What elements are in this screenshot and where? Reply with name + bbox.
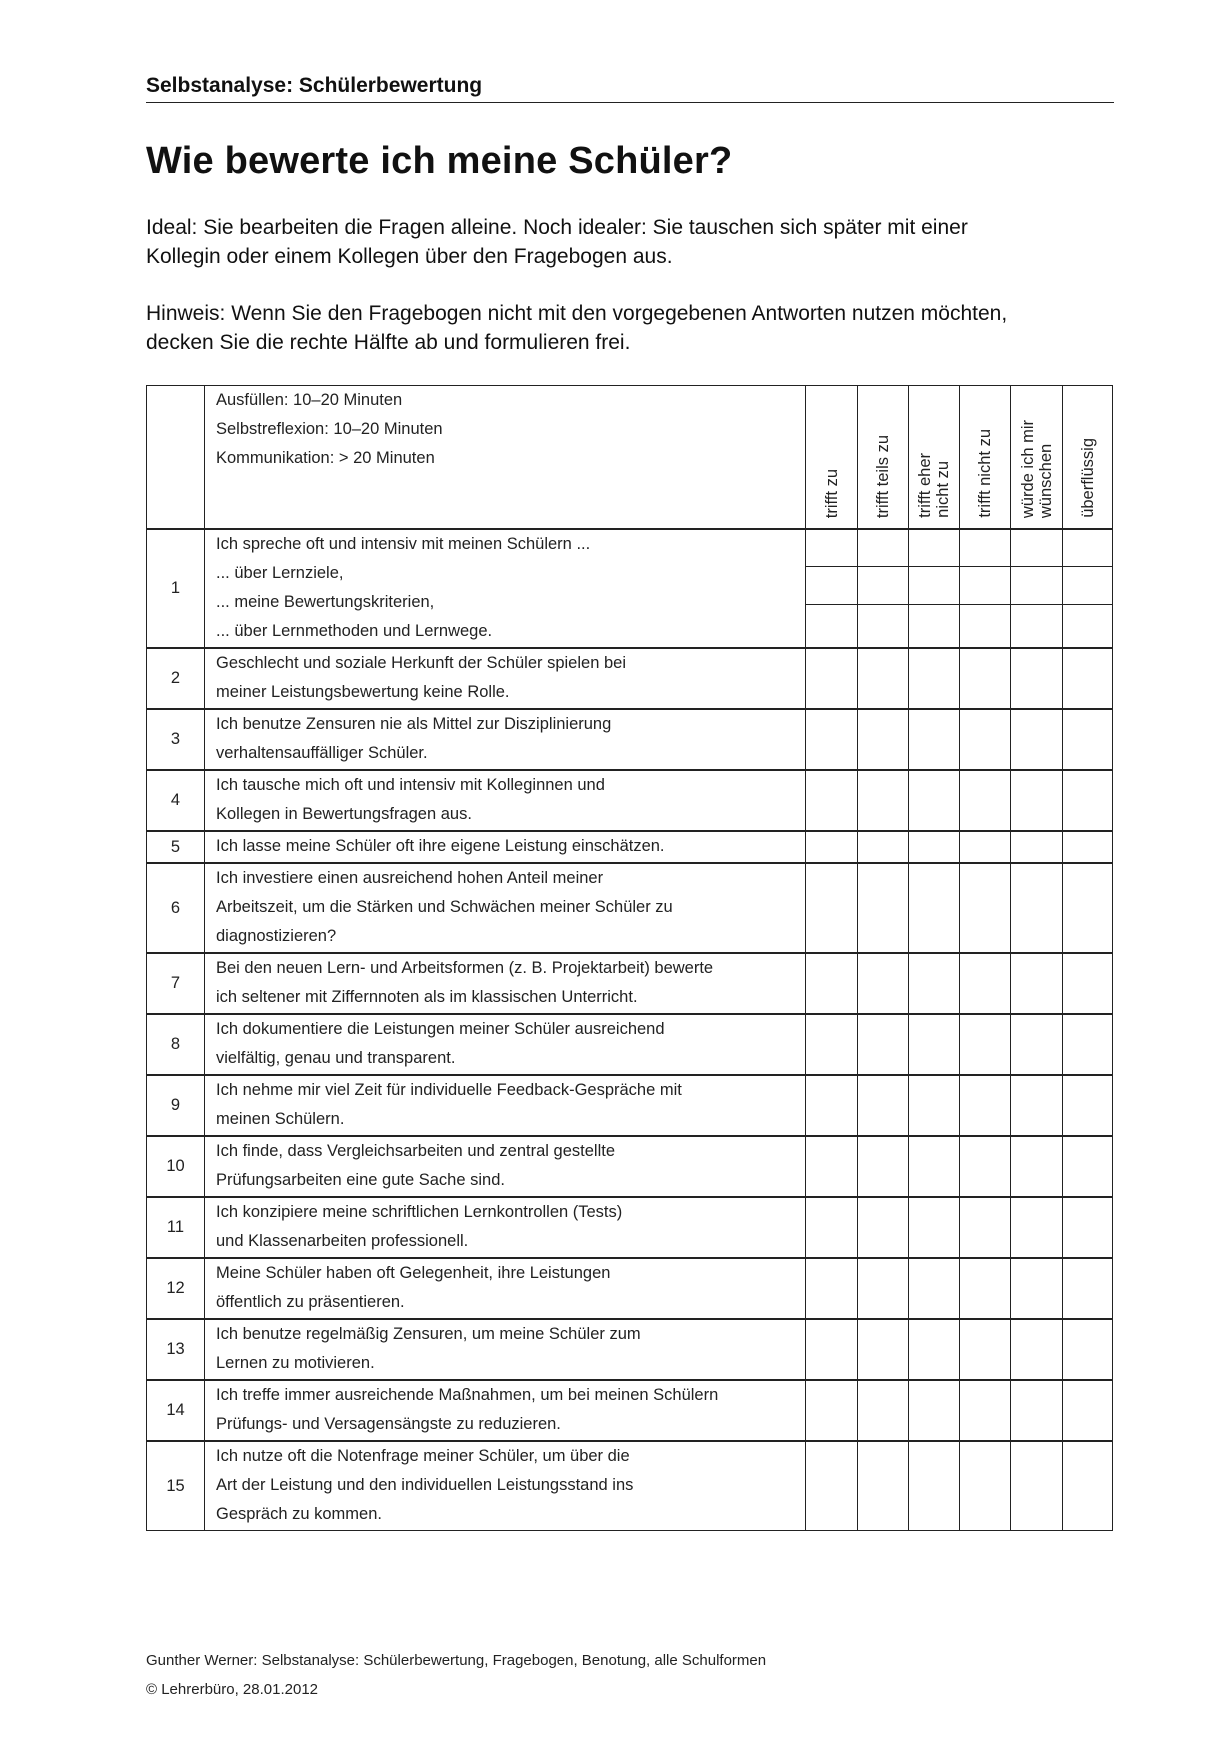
answer-checkbox-cell[interactable] bbox=[1063, 529, 1113, 567]
answer-checkbox-cell[interactable] bbox=[806, 863, 858, 953]
rating-column-label: trifft eher bbox=[916, 453, 934, 518]
rating-column-label: würde ich mir bbox=[1018, 419, 1037, 518]
answer-checkbox-cell[interactable] bbox=[1011, 605, 1063, 649]
question-line: Art der Leistung und den individuellen Leistungsstand ins bbox=[216, 1476, 634, 1494]
question-line: Ich investiere einen ausreichend hohen Anteil meiner bbox=[216, 869, 604, 887]
answer-checkbox-cell[interactable] bbox=[909, 648, 960, 709]
answer-checkbox-cell[interactable] bbox=[960, 648, 1011, 709]
question-number: 7 bbox=[147, 953, 205, 1014]
answer-checkbox-cell[interactable] bbox=[960, 1441, 1011, 1531]
answer-checkbox-cell[interactable] bbox=[960, 863, 1011, 953]
answer-checkbox-cell[interactable] bbox=[858, 529, 909, 567]
answer-checkbox-cell[interactable] bbox=[909, 1075, 960, 1136]
question-line: Ich nehme mir viel Zeit für individuelle Feedback-Gespräche mit bbox=[216, 1081, 682, 1099]
answer-checkbox-cell[interactable] bbox=[806, 529, 858, 567]
answer-checkbox-cell[interactable] bbox=[858, 831, 909, 863]
answer-checkbox-cell[interactable] bbox=[1011, 1075, 1063, 1136]
answer-checkbox-cell[interactable] bbox=[960, 831, 1011, 863]
answer-checkbox-cell[interactable] bbox=[1063, 567, 1113, 605]
table-row bbox=[147, 1258, 1113, 1319]
table-row bbox=[147, 1014, 1113, 1075]
footer-copyright: © Lehrerbüro, 28.01.2012 bbox=[146, 1681, 319, 1698]
answer-checkbox-cell[interactable] bbox=[858, 1258, 909, 1319]
question-line: Prüfungsarbeiten eine gute Sache sind. bbox=[216, 1171, 505, 1189]
answer-checkbox-cell[interactable] bbox=[909, 605, 960, 649]
answer-checkbox-cell[interactable] bbox=[909, 567, 960, 605]
answer-checkbox-cell[interactable] bbox=[909, 1441, 960, 1531]
question-line: Ich finde, dass Vergleichsarbeiten und zentral gestellte bbox=[216, 1142, 615, 1160]
question-line: öffentlich zu präsentieren. bbox=[216, 1293, 405, 1311]
question-line: Lernen zu motivieren. bbox=[216, 1354, 375, 1372]
answer-checkbox-cell[interactable] bbox=[960, 1258, 1011, 1319]
question-text-cell bbox=[205, 709, 806, 770]
answer-checkbox-cell[interactable] bbox=[1063, 1197, 1113, 1258]
question-text-cell bbox=[205, 863, 806, 953]
answer-checkbox-cell[interactable] bbox=[858, 863, 909, 953]
time-info-line: Kommunikation: > 20 Minuten bbox=[216, 449, 435, 467]
answer-checkbox-cell[interactable] bbox=[960, 567, 1011, 605]
question-line: meinen Schülern. bbox=[216, 1110, 345, 1128]
answer-checkbox-cell[interactable] bbox=[806, 648, 858, 709]
question-line: ... über Lernziele, bbox=[216, 564, 344, 582]
answer-checkbox-cell[interactable] bbox=[806, 1014, 858, 1075]
time-info-line: Ausfüllen: 10–20 Minuten bbox=[216, 391, 403, 409]
table-row bbox=[147, 709, 1113, 770]
rating-column-label: trifft teils zu bbox=[874, 434, 892, 518]
answer-checkbox-cell[interactable] bbox=[960, 1075, 1011, 1136]
answer-checkbox-cell[interactable] bbox=[909, 953, 960, 1014]
table-row bbox=[147, 529, 1113, 567]
hint-paragraph bbox=[146, 299, 1106, 357]
table-header-row bbox=[147, 386, 1113, 530]
question-text-cell bbox=[205, 1136, 806, 1197]
answer-checkbox-cell[interactable] bbox=[909, 1014, 960, 1075]
question-text-cell bbox=[205, 1319, 806, 1380]
table-row bbox=[147, 863, 1113, 953]
answer-checkbox-cell[interactable] bbox=[806, 605, 858, 649]
table-row bbox=[147, 648, 1113, 709]
header-number-cell bbox=[147, 386, 205, 530]
answer-checkbox-cell[interactable] bbox=[858, 605, 909, 649]
hint-line: Hinweis: Wenn Sie den Fragebogen nicht mit den vorgegebenen Antworten nutzen möchten, bbox=[146, 302, 1008, 325]
answer-checkbox-cell[interactable] bbox=[806, 1075, 858, 1136]
answer-checkbox-cell[interactable] bbox=[858, 953, 909, 1014]
answer-checkbox-cell[interactable] bbox=[960, 529, 1011, 567]
answer-checkbox-cell[interactable] bbox=[806, 953, 858, 1014]
question-line: Kollegen in Bewertungsfragen aus. bbox=[216, 805, 472, 823]
question-number: 6 bbox=[147, 863, 205, 953]
question-number: 9 bbox=[147, 1075, 205, 1136]
answer-checkbox-cell[interactable] bbox=[960, 1136, 1011, 1197]
answer-checkbox-cell[interactable] bbox=[909, 1319, 960, 1380]
answer-checkbox-cell[interactable] bbox=[1063, 648, 1113, 709]
question-number: 4 bbox=[147, 770, 205, 831]
answer-checkbox-cell[interactable] bbox=[1011, 1258, 1063, 1319]
question-line: Ich konzipiere meine schriftlichen Lernkontrollen (Tests) bbox=[216, 1203, 623, 1221]
answer-checkbox-cell[interactable] bbox=[1011, 1319, 1063, 1380]
answer-checkbox-cell[interactable] bbox=[1011, 770, 1063, 831]
answer-checkbox-cell[interactable] bbox=[960, 605, 1011, 649]
question-text-cell bbox=[205, 1380, 806, 1441]
answer-checkbox-cell[interactable] bbox=[909, 1258, 960, 1319]
question-line: Ich spreche oft und intensiv mit meinen Schülern ... bbox=[216, 535, 591, 553]
question-line: Ich benutze Zensuren nie als Mittel zur Disziplinierung bbox=[216, 715, 612, 733]
question-line: meiner Leistungsbewertung keine Rolle. bbox=[216, 683, 510, 701]
intro-line: Kollegin oder einem Kollegen über den Fragebogen aus. bbox=[146, 245, 673, 268]
answer-checkbox-cell[interactable] bbox=[960, 1319, 1011, 1380]
answer-checkbox-cell[interactable] bbox=[806, 567, 858, 605]
answer-checkbox-cell[interactable] bbox=[1011, 1136, 1063, 1197]
footer-source: Gunther Werner: Selbstanalyse: Schülerbewertung, Fragebogen, Benotung, alle Schulformen bbox=[146, 1652, 767, 1669]
answer-checkbox-cell[interactable] bbox=[858, 1136, 909, 1197]
answer-checkbox-cell[interactable] bbox=[960, 1380, 1011, 1441]
answer-checkbox-cell[interactable] bbox=[909, 831, 960, 863]
question-text-cell bbox=[205, 1441, 806, 1531]
table-row bbox=[147, 1319, 1113, 1380]
question-line: verhaltensauffälliger Schüler. bbox=[216, 744, 428, 762]
table-row bbox=[147, 1380, 1113, 1441]
answer-checkbox-cell[interactable] bbox=[1011, 1380, 1063, 1441]
rating-column-label: nicht zu bbox=[934, 461, 952, 518]
answer-checkbox-cell[interactable] bbox=[909, 529, 960, 567]
question-text-cell bbox=[205, 1075, 806, 1136]
question-line: Geschlecht und soziale Herkunft der Schüler spielen bei bbox=[216, 654, 626, 672]
hint-line: decken Sie die rechte Hälfte ab und formulieren frei. bbox=[146, 331, 631, 354]
page-title: Wie bewerte ich meine Schüler? bbox=[146, 140, 733, 182]
answer-checkbox-cell[interactable] bbox=[909, 1197, 960, 1258]
question-number: 13 bbox=[147, 1319, 205, 1380]
answer-checkbox-cell[interactable] bbox=[858, 1319, 909, 1380]
rating-column-header bbox=[858, 386, 909, 530]
answer-checkbox-cell[interactable] bbox=[1011, 529, 1063, 567]
answer-checkbox-cell[interactable] bbox=[806, 1197, 858, 1258]
time-info-line: Selbstreflexion: 10–20 Minuten bbox=[216, 420, 443, 438]
rating-column-label: überflüssig bbox=[1078, 438, 1097, 518]
question-number: 2 bbox=[147, 648, 205, 709]
answer-checkbox-cell[interactable] bbox=[960, 1197, 1011, 1258]
answer-checkbox-cell[interactable] bbox=[1063, 953, 1113, 1014]
rating-column-header bbox=[960, 386, 1011, 530]
question-number: 8 bbox=[147, 1014, 205, 1075]
question-line: Meine Schüler haben oft Gelegenheit, ihre Leistungen bbox=[216, 1264, 611, 1282]
question-line: Ich nutze oft die Notenfrage meiner Schüler, um über die bbox=[216, 1447, 630, 1465]
question-line: Ich lasse meine Schüler oft ihre eigene Leistung einschätzen. bbox=[216, 837, 665, 855]
answer-checkbox-cell[interactable] bbox=[960, 1014, 1011, 1075]
table-row bbox=[147, 1136, 1113, 1197]
answer-checkbox-cell[interactable] bbox=[1063, 709, 1113, 770]
question-text-cell bbox=[205, 1258, 806, 1319]
question-number: 3 bbox=[147, 709, 205, 770]
question-line: ... meine Bewertungskriterien, bbox=[216, 593, 435, 611]
answer-checkbox-cell[interactable] bbox=[1063, 831, 1113, 863]
answer-checkbox-cell[interactable] bbox=[858, 567, 909, 605]
answer-checkbox-cell[interactable] bbox=[960, 953, 1011, 1014]
rating-column-header bbox=[1011, 386, 1063, 530]
table-row bbox=[147, 1441, 1113, 1531]
question-line: Ich tausche mich oft und intensiv mit Kolleginnen und bbox=[216, 776, 605, 794]
rating-column-header bbox=[806, 386, 858, 530]
answer-checkbox-cell[interactable] bbox=[960, 770, 1011, 831]
question-number: 14 bbox=[147, 1380, 205, 1441]
answer-checkbox-cell[interactable] bbox=[1063, 863, 1113, 953]
answer-checkbox-cell[interactable] bbox=[806, 770, 858, 831]
document-header: Selbstanalyse: Schülerbewertung bbox=[146, 74, 1114, 103]
answer-checkbox-cell[interactable] bbox=[1063, 605, 1113, 649]
table-row bbox=[147, 831, 1113, 863]
answer-checkbox-cell[interactable] bbox=[858, 1380, 909, 1441]
question-line: Ich dokumentiere die Leistungen meiner Schüler ausreichend bbox=[216, 1020, 665, 1038]
answer-checkbox-cell[interactable] bbox=[858, 648, 909, 709]
answer-checkbox-cell[interactable] bbox=[1011, 709, 1063, 770]
answer-checkbox-cell[interactable] bbox=[806, 709, 858, 770]
question-text-cell bbox=[205, 648, 806, 709]
footer bbox=[146, 1646, 766, 1704]
answer-checkbox-cell[interactable] bbox=[1011, 1197, 1063, 1258]
question-line: Ich benutze regelmäßig Zensuren, um meine Schüler zum bbox=[216, 1325, 641, 1343]
question-line: und Klassenarbeiten professionell. bbox=[216, 1232, 469, 1250]
table-row bbox=[147, 1075, 1113, 1136]
answer-checkbox-cell[interactable] bbox=[858, 1014, 909, 1075]
question-number: 10 bbox=[147, 1136, 205, 1197]
answer-checkbox-cell[interactable] bbox=[1063, 1075, 1113, 1136]
question-text-cell bbox=[205, 1197, 806, 1258]
question-line: ... über Lernmethoden und Lernwege. bbox=[216, 622, 493, 640]
answer-checkbox-cell[interactable] bbox=[1011, 648, 1063, 709]
question-number: 11 bbox=[147, 1197, 205, 1258]
question-line: Prüfungs- und Versagensängste zu reduzieren. bbox=[216, 1415, 561, 1433]
answer-checkbox-cell[interactable] bbox=[858, 770, 909, 831]
answer-checkbox-cell[interactable] bbox=[1063, 770, 1113, 831]
question-line: vielfältig, genau und transparent. bbox=[216, 1049, 456, 1067]
question-number: 15 bbox=[147, 1441, 205, 1531]
rating-column-header bbox=[1063, 386, 1113, 530]
answer-checkbox-cell[interactable] bbox=[858, 1197, 909, 1258]
answer-checkbox-cell[interactable] bbox=[806, 1380, 858, 1441]
question-text-cell bbox=[205, 1014, 806, 1075]
question-number: 12 bbox=[147, 1258, 205, 1319]
answer-checkbox-cell[interactable] bbox=[1063, 1014, 1113, 1075]
question-number: 1 bbox=[147, 529, 205, 648]
answer-checkbox-cell[interactable] bbox=[1011, 1014, 1063, 1075]
question-line: Arbeitszeit, um die Stärken und Schwächen meiner Schüler zu bbox=[216, 898, 673, 916]
answer-checkbox-cell[interactable] bbox=[806, 1319, 858, 1380]
answer-checkbox-cell[interactable] bbox=[1063, 1258, 1113, 1319]
table-row bbox=[147, 953, 1113, 1014]
answer-checkbox-cell[interactable] bbox=[806, 1441, 858, 1531]
question-text-cell bbox=[205, 529, 806, 648]
answer-checkbox-cell[interactable] bbox=[909, 1380, 960, 1441]
answer-checkbox-cell[interactable] bbox=[1011, 1441, 1063, 1531]
answer-checkbox-cell[interactable] bbox=[1063, 1441, 1113, 1531]
answer-checkbox-cell[interactable] bbox=[1011, 567, 1063, 605]
answer-checkbox-cell[interactable] bbox=[1011, 863, 1063, 953]
answer-checkbox-cell[interactable] bbox=[909, 709, 960, 770]
answer-checkbox-cell[interactable] bbox=[909, 770, 960, 831]
question-line: ich seltener mit Ziffernnoten als im klassischen Unterricht. bbox=[216, 988, 638, 1006]
answer-checkbox-cell[interactable] bbox=[806, 1258, 858, 1319]
rating-column-header bbox=[909, 386, 960, 530]
intro-line: Ideal: Sie bearbeiten die Fragen alleine. Noch idealer: Sie tauschen sich später mit einer bbox=[146, 216, 968, 239]
table-row bbox=[147, 770, 1113, 831]
questionnaire-table bbox=[146, 385, 1113, 1531]
rating-column-label: trifft nicht zu bbox=[976, 429, 994, 518]
question-text-cell bbox=[205, 831, 806, 863]
answer-checkbox-cell[interactable] bbox=[1011, 831, 1063, 863]
question-text-cell bbox=[205, 953, 806, 1014]
answer-checkbox-cell[interactable] bbox=[1011, 953, 1063, 1014]
answer-checkbox-cell[interactable] bbox=[960, 709, 1011, 770]
answer-checkbox-cell[interactable] bbox=[806, 1136, 858, 1197]
rating-column-label: wünschen bbox=[1036, 443, 1055, 518]
answer-checkbox-cell[interactable] bbox=[858, 1441, 909, 1531]
table-row bbox=[147, 1197, 1113, 1258]
answer-checkbox-cell[interactable] bbox=[1063, 1380, 1113, 1441]
answer-checkbox-cell[interactable] bbox=[858, 1075, 909, 1136]
question-text-cell bbox=[205, 770, 806, 831]
answer-checkbox-cell[interactable] bbox=[858, 709, 909, 770]
question-line: Bei den neuen Lern- und Arbeitsformen (z. B. Projektarbeit) bewerte bbox=[216, 959, 714, 977]
intro-paragraph bbox=[146, 213, 1106, 271]
answer-checkbox-cell[interactable] bbox=[1063, 1319, 1113, 1380]
question-line: Ich treffe immer ausreichende Maßnahmen, um bei meinen Schülern bbox=[216, 1386, 719, 1404]
time-info-cell bbox=[205, 386, 806, 530]
answer-checkbox-cell[interactable] bbox=[1063, 1136, 1113, 1197]
question-line: diagnostizieren? bbox=[216, 927, 337, 945]
answer-checkbox-cell[interactable] bbox=[909, 863, 960, 953]
answer-checkbox-cell[interactable] bbox=[806, 831, 858, 863]
answer-checkbox-cell[interactable] bbox=[909, 1136, 960, 1197]
rating-column-label: trifft zu bbox=[822, 468, 841, 518]
question-line: Gespräch zu kommen. bbox=[216, 1505, 382, 1523]
question-number: 5 bbox=[147, 831, 205, 863]
